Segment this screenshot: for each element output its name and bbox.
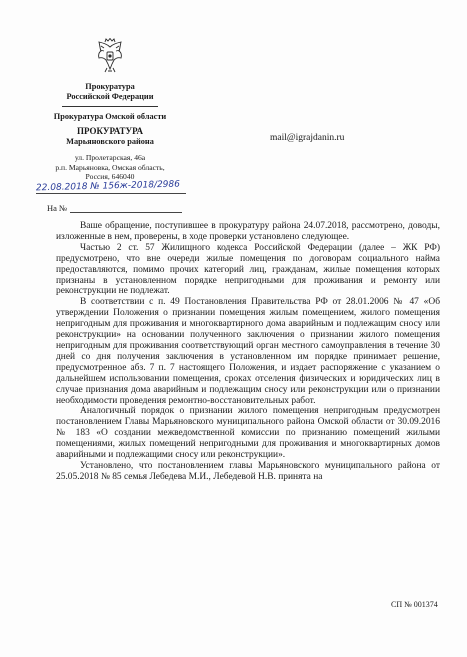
letterhead <box>44 38 176 182</box>
regional-prosecutor: Прокуратура Омской области <box>53 112 167 121</box>
reference-label: На № <box>47 203 68 213</box>
coat-of-arms-icon <box>94 38 126 74</box>
address-line-1: ул. Пролетарская, 46а <box>74 153 146 162</box>
paragraph-4: Аналогичный порядок о признании жилого помещения непригодным предусмотрен постановлением Главы Марьяновского муниципального района Омской области от 30.09.2016 № 183 «О создании межведомственной комиссии по признанию помещений жилыми помещениями, жилых помещений непригодными для проживания и многоквартирных домов аварийными и подлежащими сносу или реконструкции». <box>56 406 440 461</box>
district-line-2: Марьяновского района <box>66 137 154 146</box>
address-line-2: р.п. Марьяновка, Омская область, <box>55 162 165 172</box>
reference-blank-line <box>70 212 182 213</box>
paragraph-1: Ваше обращение, поступившее в прокуратуру района 24.07.2018, рассмотрено, доводы, изложенные в нем, проверены, в ходе проверки установлено следующее. <box>56 221 440 242</box>
header-divider <box>62 106 158 107</box>
district-line-1: ПРОКУРАТУРА <box>77 126 143 136</box>
org-line-2: Российской Федерации <box>66 92 154 101</box>
address-line-3: Россия, 646040 <box>85 172 135 181</box>
recipient-email: mail@igrajdanin.ru <box>270 133 345 143</box>
paragraph-5: Установлено, что постановлением главы Марьяновского муниципального района от 25.05.2018 № 85 семья Лебедева М.И., Лебедевой Н.В. принята на <box>56 460 440 482</box>
document-serial: СП № 001374 <box>391 600 438 609</box>
reference-number <box>47 203 182 213</box>
registration-stamp: 22.08.2018 № 156ж-2018/2986 <box>35 179 181 194</box>
stamp-underline <box>36 193 186 194</box>
org-line-1: Прокуратура <box>85 82 135 91</box>
letter-body <box>56 221 440 483</box>
paragraph-3: В соответствии с п. 49 Постановления Правительства РФ от 28.01.2006 № 47 «Об утверждении Положения о признании помещения жилым помещением, жилого помещения непригодным для проживания и многоквартирного дома аварийным и подлежащим сносу или реконструкции» на основании полученного заключения о признании жилого помещения непригодным для проживания соответствующий орган местного самоуправления в течение 30 дней со дня получения заключения в установленном им порядке принимает решение, предусмотренное абз. 7 п. 7 настоящего Положения, и издает распоряжение с указанием о дальнейшем использовании помещения, сроках отселения физических и юридических лиц в случае признания дома аварийным и подлежащим сносу или реконструкции или о признании необходимости проведения ремонтно-восстановительных работ. <box>56 297 440 406</box>
paragraph-2: Частью 2 ст. 57 Жилищного кодекса Российской Федерации (далее – ЖК РФ) предусмотрено, что вне очереди жилые помещения по договорам социального найма предоставляются, помимо прочих категорий лиц, гражданам, жилые помещения которых признаны в установленном порядке непригодными для проживания и ремонту или реконструкции не подлежат. <box>56 242 440 297</box>
